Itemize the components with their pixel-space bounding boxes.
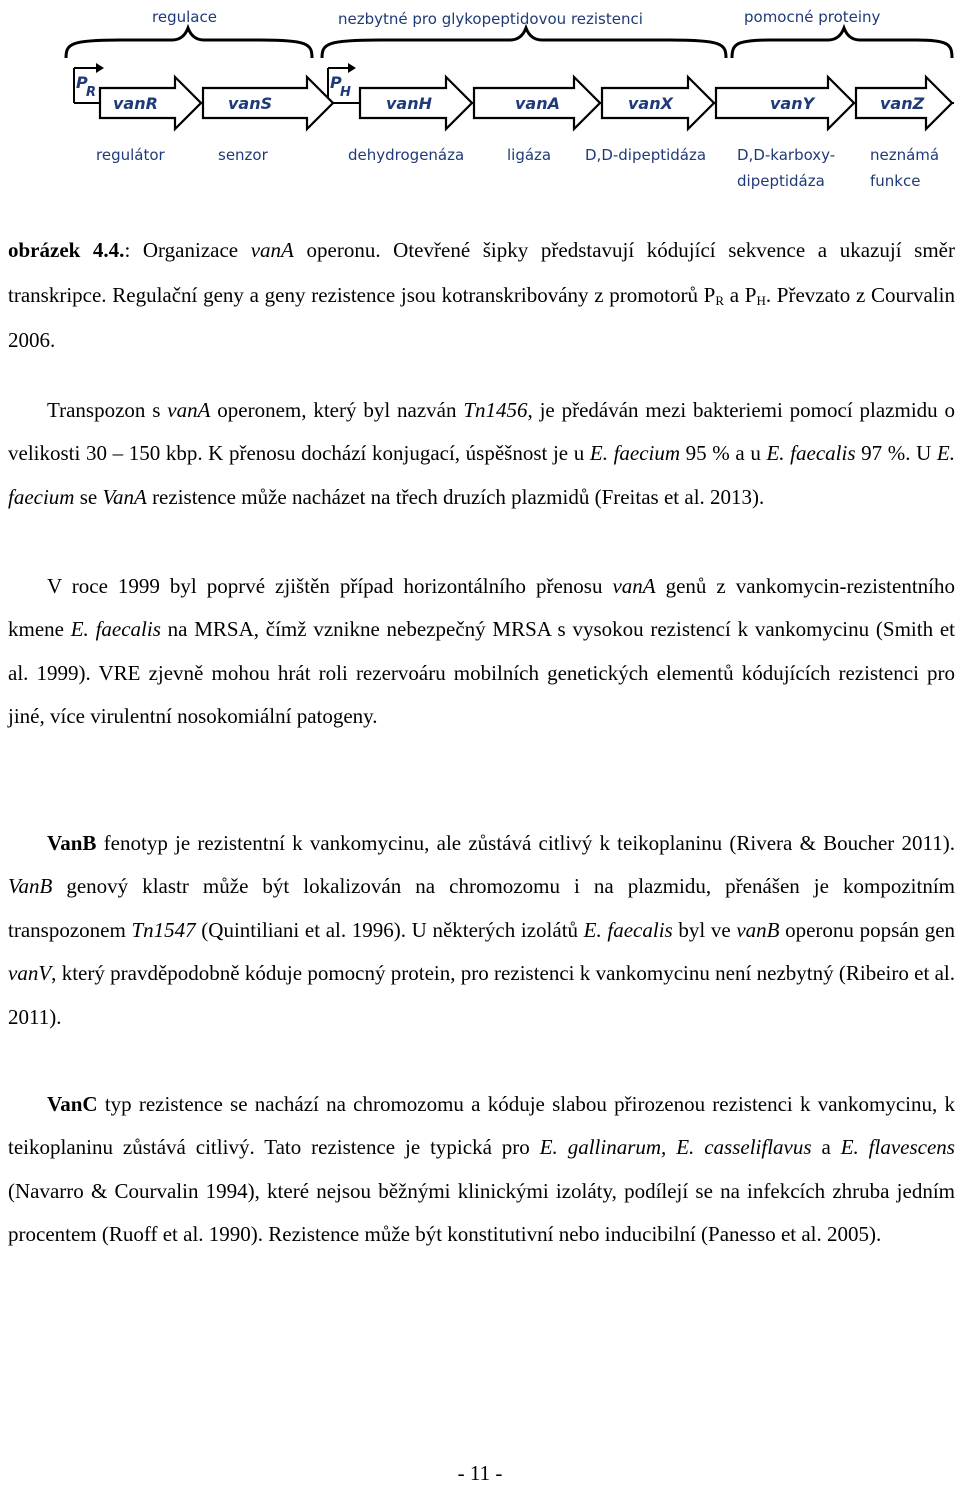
function-regulator: regulátor	[96, 146, 165, 164]
brace-helper	[732, 28, 952, 58]
page-number: - 11 -	[457, 1461, 503, 1485]
header-helper: pomocné proteiny	[744, 8, 881, 26]
promoter-ph	[328, 63, 356, 103]
function-unknown-2: funkce	[870, 172, 921, 190]
gene-label-vanS: vanS	[228, 94, 273, 113]
brace-regulation	[66, 28, 312, 58]
function-dehydrogenase: dehydrogenáza	[348, 146, 465, 164]
header-resistance: nezbytné pro glykopeptidovou rezistenci	[338, 10, 643, 28]
figure-caption: obrázek 4.4.: Organizace vanA operonu. Otevřené šipky představují kódující sekvence a ukazují směr transkripce. Regulační geny a geny rezistence jsou kotranskribovány z promotorů $P_R$ a $P_H$. Převzato z Courvalin 2006.	[8, 238, 956, 352]
paragraph-vanb: VanB fenotyp je rezistentní k vankomycinu, ale zůstává citlivý k teikoplaninu (Rivera & Boucher 2011). VanB genový klastr může být lokalizován na chromozomu i na plazmidu, přenášen je kompozitním transpozonem Tn1547 (Quintiliani et al. 1996). U některých izolátů E. faecalis byl ve vanB operonu popsán gen vanV, který pravděpodobně kóduje pomocný protein, pro rezistenci k vankomycinu není nezbytný (Ribeiro et al. 2011).	[8, 831, 956, 1029]
gene-label-vanX: vanX	[628, 94, 673, 113]
gene-label-vanY: vanY	[770, 94, 815, 113]
promoter-pr-label: P	[76, 73, 88, 92]
function-dd-dipeptidase: D,D-dipeptidáza	[585, 146, 707, 164]
promoter-ph-sub: H	[340, 85, 351, 100]
function-unknown-1: neznámá	[870, 146, 940, 164]
gene-label-vanH: vanH	[386, 94, 433, 113]
brace-resistance	[322, 28, 726, 58]
vana-operon-figure	[0, 0, 960, 215]
function-ligase: ligáza	[507, 146, 552, 164]
paragraph-vanc: VanC typ rezistence se nachází na chromozomu a kóduje slabou přirozenou rezistenci k vankomycinu, k teikoplaninu zůstává citlivý. Tato rezistence je typická pro E. gallinarum, E. casseliflavus a E. flavescens (Navarro & Courvalin 1994), které nejsou běžnými klinickými izoláty, podílejí se na infekcích zhruba jedním procentem (Ruoff et al. 1990). Rezistence může být konstitutivní nebo inducibilní (Panesso et al. 2005).	[8, 1092, 955, 1247]
promoter-pr-sub: R	[86, 85, 97, 100]
function-dd-carboxy-2: dipeptidáza	[737, 172, 825, 190]
promoter-ph-label: P	[330, 73, 342, 92]
gene-label-vanZ: vanZ	[880, 94, 925, 113]
header-regulation: regulace	[152, 8, 217, 26]
paragraph-horizontal-transfer: V roce 1999 byl poprvé zjištěn případ horizontálního přenosu vanA genů z vankomycin-rezistentního kmene E. faecalis na MRSA, čímž vznikne nebezpečný MRSA s vysokou rezistencí k vankomycinu (Smith et al. 1999). VRE zjevně mohou hrát roli rezervoáru mobilních genetických elementů kódujících rezistenci pro jiné, více virulentní nosokomiální patogeny.	[8, 574, 955, 729]
gene-label-vanA: vanA	[515, 94, 560, 113]
function-sensor: senzor	[218, 146, 268, 164]
function-dd-carboxy-1: D,D-karboxy-	[737, 146, 836, 164]
caption-label: obrázek 4.4.	[8, 238, 125, 262]
gene-label-vanR: vanR	[113, 94, 158, 113]
paragraph-transposon: Transpozon s vanA operonem, který byl nazván Tn1456, je předáván mezi bakteriemi pomocí plazmidu o velikosti 30 – 150 kbp. K přenosu dochází konjugací, úspěšnost je u E. faecium 95 % a u E. faecalis 97 %. U E. faecium se VanA rezistence může nacházet na třech druzích plazmidů (Freitas et al. 2013).	[8, 398, 955, 509]
